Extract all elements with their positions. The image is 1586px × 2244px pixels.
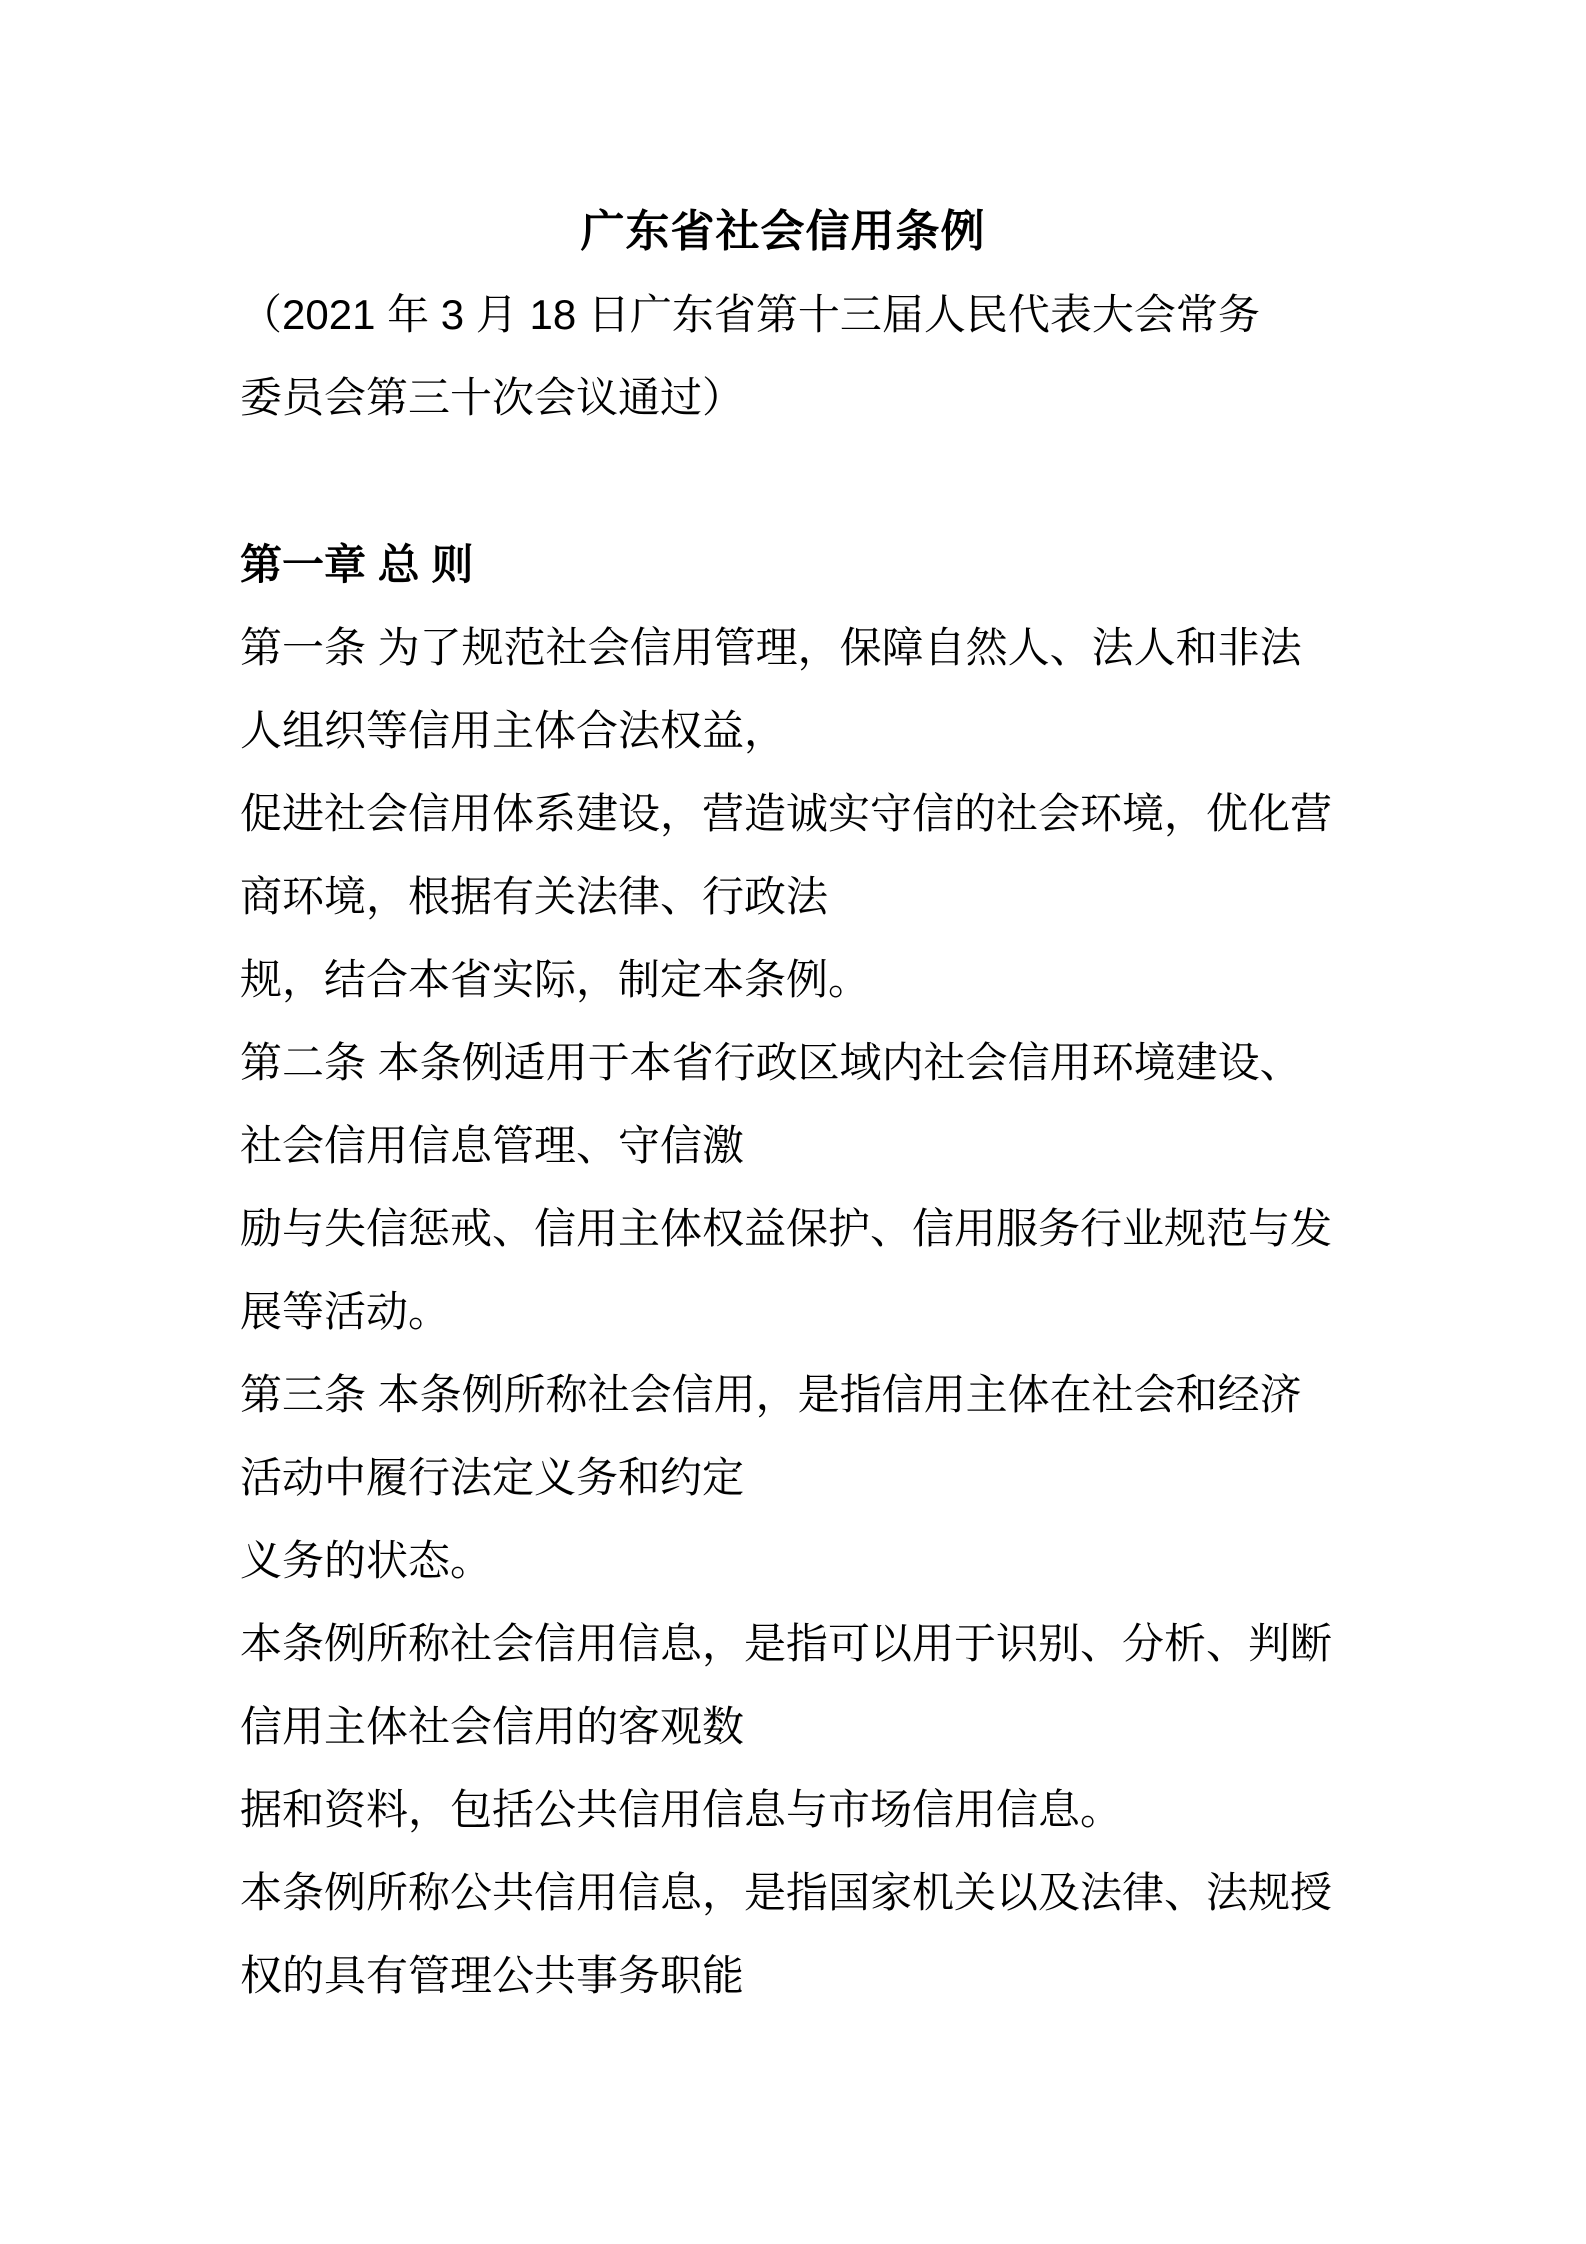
text-line: 展等活动。 (240, 1288, 451, 1335)
text-line: 权的具有管理公共事务职能 (240, 1952, 745, 1999)
text-line: 人组织等信用主体合法权益， (240, 707, 787, 754)
text-line: 励与失信惩戒、信用主体权益保护、信用服务行业规范与发 (240, 1205, 1333, 1252)
document-content (240, 0, 1333, 2017)
text-line: 规，结合本省实际，制定本条例。 (240, 956, 871, 1003)
enactment-note (240, 273, 1326, 439)
chapter-heading: 第一章 总 则 (240, 541, 474, 588)
text-line: 信用主体社会信用的客观数 (240, 1703, 745, 1750)
text-line: 社会信用信息管理、守信激 (240, 1122, 745, 1169)
text-line: 第一条 为了规范社会信用管理，保障自然人、法人和非法 (240, 624, 1302, 671)
body-text (240, 606, 1333, 2017)
text-line: 第二条 本条例适用于本省行政区域内社会信用环境建设、 (240, 1039, 1302, 1086)
text-line: 商环境，根据有关法律、行政法 (240, 873, 829, 920)
text-line: 本条例所称公共信用信息，是指国家机关以及法律、法规授 (240, 1869, 1333, 1916)
text-line: 活动中履行法定义务和约定 (240, 1454, 745, 1501)
text-line: 促进社会信用体系建设，营造诚实守信的社会环境，优化营 (240, 790, 1333, 837)
text-line: 据和资料，包括公共信用信息与市场信用信息。 (240, 1786, 1123, 1833)
enactment-note-line: 委员会第三十次会议通过） (240, 374, 745, 421)
enactment-note-line: （2021 年 3 月 18 日广东省第十三届人民代表大会常务 (240, 291, 1260, 338)
text-line: 本条例所称社会信用信息，是指可以用于识别、分析、判断 (240, 1620, 1333, 1667)
text-line: 第三条 本条例所称社会信用，是指信用主体在社会和经济 (240, 1371, 1302, 1418)
document-title: 广东省社会信用条例 (580, 207, 986, 256)
text-line: 义务的状态。 (240, 1537, 493, 1584)
